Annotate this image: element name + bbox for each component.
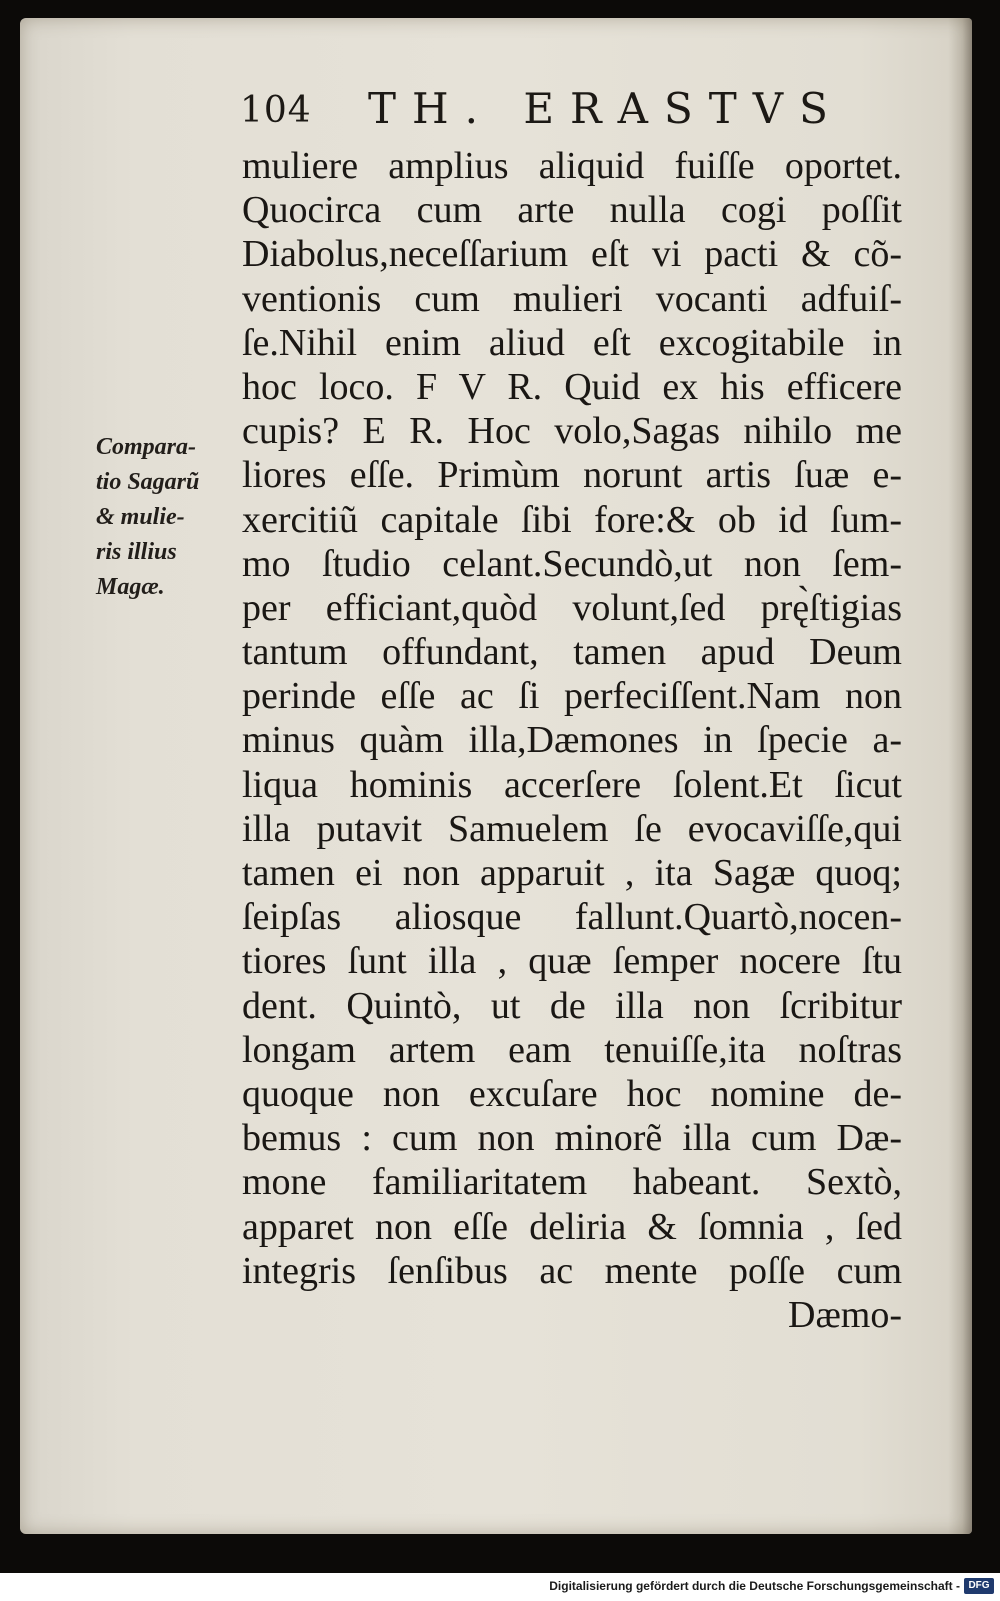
page-number: 104 — [240, 90, 312, 131]
text-line: dent. Quintò, ut de illa non ſcribitur — [242, 984, 902, 1027]
text-line: ſe.Nihil enim aliud eſt excogitabile in — [242, 321, 902, 364]
text-line: longam artem eam tenuiſſe,ita noſtras — [242, 1028, 902, 1071]
text-line: Diabolus,neceſſarium eſt vi pacti & cõ- — [242, 233, 902, 276]
text-line: illa putavit Samuelem ſe evocaviſſe,qui — [242, 807, 902, 850]
text-line: muliere amplius aliquid fuiſſe oportet. — [242, 145, 902, 187]
text-line: tiores ſunt illa , quæ ſemper nocere ſtu — [242, 940, 902, 983]
text-line: xercitiũ capitale ſibi fore:& ob id ſum- — [242, 498, 902, 541]
marginal-note-line: Compara- — [96, 434, 197, 460]
text-line: per efficiant,quòd volunt,ſed prę̀ſtigias — [242, 586, 902, 629]
marginal-note-line: & mulie- — [96, 504, 185, 530]
text-line: tantum offundant, tamen apud Deum — [242, 631, 902, 674]
text-line: perinde eſſe ac ſi perfeciſſent.Nam non — [242, 675, 902, 718]
text-line: cupis? E R. Hoc volo,Sagas nihilo me — [242, 410, 902, 453]
main-text-block — [242, 144, 902, 1337]
text-line: ſeipſas aliosque fallunt.Quartò,nocen- — [242, 896, 902, 939]
text-line: ventionis cum mulieri vocanti adfuiſ- — [242, 277, 902, 320]
text-line: liqua hominis accerſere ſolent.Et ſicut — [242, 763, 902, 806]
page-edge-shadow — [948, 18, 972, 1534]
text-line: quoque non excuſare hoc nomine de- — [242, 1072, 902, 1115]
marginal-note — [96, 430, 246, 605]
digitization-footer — [0, 1573, 1000, 1601]
text-line: tamen ei non apparuit , ita Sagæ quoq; — [242, 852, 902, 894]
marginal-note-line: tio Sagarũ — [96, 469, 200, 495]
marginal-note-line: ris illius — [96, 539, 177, 565]
text-line: integris ſenſibus ac mente poſſe cum — [242, 1249, 902, 1292]
text-line: mo ſtudio celant.Secundò,ut non ſem- — [242, 542, 902, 585]
text-line: bemus : cum non minorẽ illa cum Dæ- — [242, 1117, 902, 1160]
text-line: apparet non eſſe deliria & ſomnia , ſed — [242, 1205, 902, 1248]
text-line: minus quàm illa,Dæmones in ſpecie a- — [242, 719, 902, 762]
text-line: Quocirca cum arte nulla cogi poſſit — [242, 189, 902, 232]
marginal-note-line: Magæ. — [96, 574, 165, 600]
text-line: liores eſſe. Primùm norunt artis ſuæ e- — [242, 454, 902, 497]
book-page — [20, 18, 972, 1534]
funding-credit: Digitalisierung gefördert durch die Deutsche Forschungsgemeinschaft - — [549, 1579, 960, 1593]
running-head: TH. ERASTVS — [368, 84, 844, 133]
catchword: Dæmo- — [788, 1293, 902, 1336]
page-header — [240, 82, 900, 142]
text-line: hoc loco. F V R. Quid ex his efficere — [242, 365, 902, 408]
text-line: mone familiaritatem habeant. Sextò, — [242, 1161, 902, 1204]
dfg-logo: DFG — [964, 1578, 994, 1594]
